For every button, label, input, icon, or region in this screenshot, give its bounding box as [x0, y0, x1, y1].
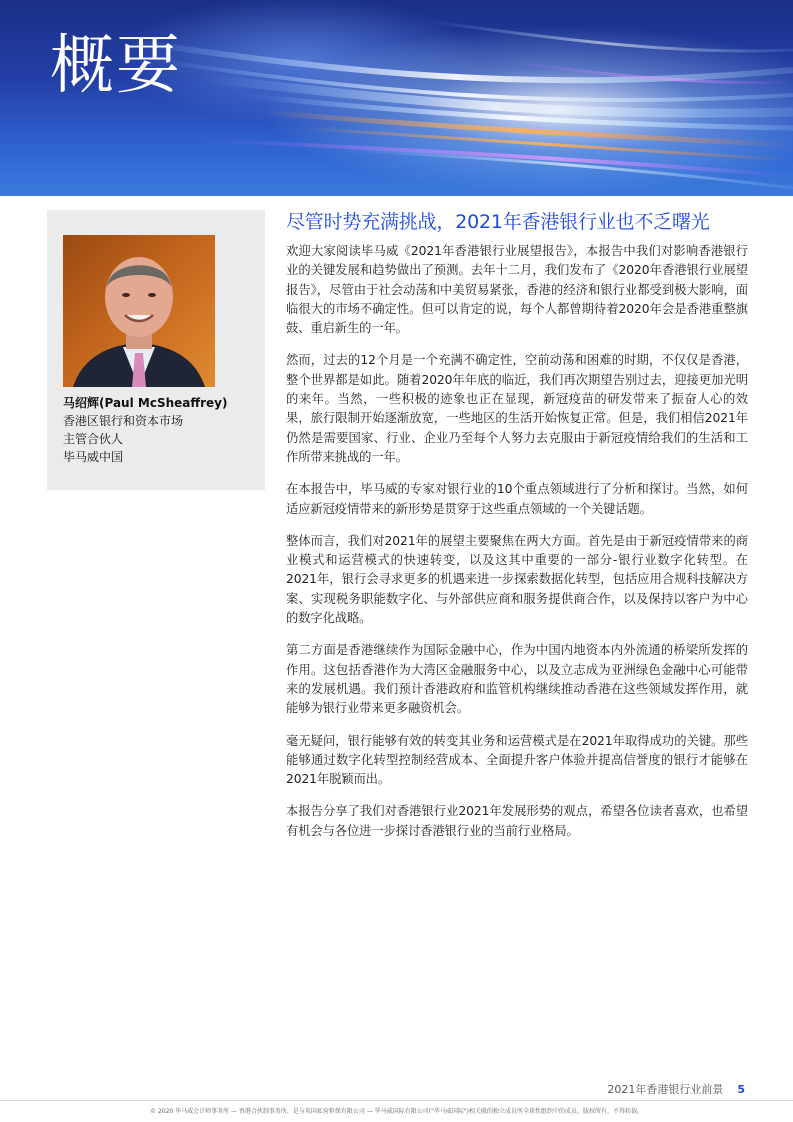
- report-title: 2021年香港银行业前景: [607, 1083, 724, 1096]
- person-title-line: 毕马威中国: [63, 450, 124, 464]
- person-title-line: 主管合伙人: [63, 432, 124, 446]
- person-title-line: 香港区银行和资本市场: [63, 414, 184, 428]
- body-paragraph: 然而，过去的12个月是一个充满不确定性，空前动荡和困难的时期，不仅仅是香港，整个世界都是如此。随着2020年年底的临近，我们再次期望告别过去，迎接更加光明的来年。当然，一些积极的迹象也正在显现，新冠疫苗的研发带来了振奋人心的效果，旅行限制开始逐渐放宽，一些地区的生活开始恢复正常。但是，我们相信2021年仍然是需要国家、行业、企业乃至每个人努力去克服由于新冠疫情给我们的生活和工作所带来挑战的一年。: [286, 353, 748, 464]
- person-name: 马绍辉(Paul McSheaffrey): [63, 396, 228, 410]
- copyright-notice: © 2020 毕马威会计师事务所 — 香港合伙制事务所，是与英国私营担保有限公司 — 毕马威国际有限公司("毕马威国际")相关联的独立成员所全球性组织中的成员。版权所有，不得转载。: [150, 1108, 643, 1115]
- footer-divider: [0, 1100, 793, 1101]
- body-paragraph: 整体而言，我们对2021年的展望主要聚焦在两大方面。首先是由于新冠疫情带来的商业模式和运营模式的快速转变，以及这其中重要的一部分-银行业数字化转型。在2021年，银行会寻求更多的机遇来进一步探索数据化转型，包括应用合规科技解决方案、实现税务职能数字化、与外部供应商和服务提供商合作，以及保持以客户为中心的数字化战略。: [286, 533, 748, 626]
- article-headline: 尽管时势充满挑战，2021年香港银行业也不乏曙光: [286, 211, 710, 233]
- profile-sidebar: [47, 210, 265, 490]
- page-number: 5: [737, 1083, 745, 1096]
- body-paragraph: 本报告分享了我们对香港银行业2021年发展形势的观点，希望各位读者喜欢，也希望有机会与各位进一步探讨香港银行业的当前行业格局。: [286, 804, 748, 838]
- body-paragraph: 欢迎大家阅读毕马威《2021年香港银行业展望报告》，本报告中我们对影响香港银行业的关键发展和趋势做出了预测。去年十二月，我们发布了《2020年香港银行业展望报告》，尽管由于社会动荡和中美贸易紧张，香港的经济和银行业都受到极大影响，面临很大的市场不确定性。但可以肯定的说，每个人都曾期待着2020年会是香港重整旗鼓、重启新生的一年。: [286, 244, 748, 336]
- body-paragraph: 第二方面是香港继续作为国际金融中心，作为中国内地资本内外流通的桥梁所发挥的作用。这包括香港作为大湾区金融服务中心，以及立志成为亚洲绿色金融中心可能带来的发展机遇。我们预计香港政府和监管机构继续推动香港在这些领域发挥作用，就能够为银行业带来更多融资机会。: [286, 643, 748, 716]
- page-title: 概要: [50, 29, 182, 103]
- header-banner: [0, 0, 793, 196]
- portrait-photo: [63, 235, 215, 387]
- page-footer: [607, 1081, 745, 1097]
- article-body: [286, 242, 748, 854]
- body-paragraph: 毫无疑问，银行能够有效的转变其业务和运营模式是在2021年取得成功的关键。那些能够通过数字化转型控制经营成本、全面提升客户体验并提高信誉度的银行才能够在2021年脱颖而出。: [286, 733, 748, 787]
- body-paragraph: 在本报告中，毕马威的专家对银行业的10个重点领域进行了分析和探讨。当然，如何适应新冠疫情带来的新形势是贯穿于这些重点领域的一个关键话题。: [286, 482, 748, 516]
